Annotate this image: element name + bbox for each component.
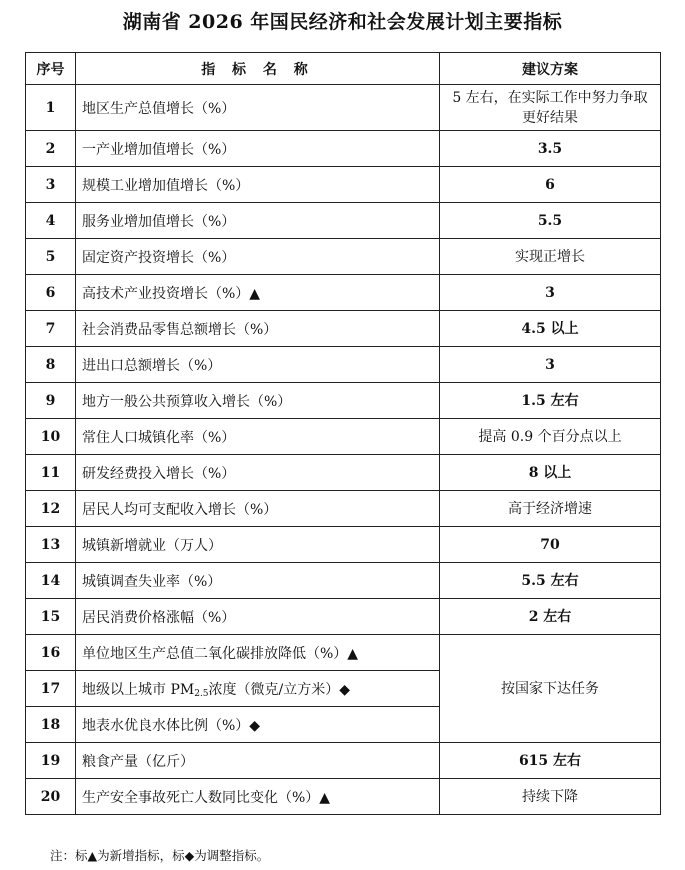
indicator-name: 地区生产总值增长（%） [76,85,440,131]
table-row [26,455,661,491]
target-value: 6 [440,167,661,203]
table-row [26,131,661,167]
indicator-name: 居民人均可支配收入增长（%） [76,491,440,527]
indicator-name: 一产业增加值增长（%） [76,131,440,167]
table-row [26,203,661,239]
target-value: 实现正增长 [440,239,661,275]
row-number: 3 [26,167,76,203]
header-target: 建议方案 [440,53,661,85]
target-value: 8 以上 [440,455,661,491]
target-value: 5 左右，在实际工作中努力争取更好结果 [440,85,661,131]
row-number: 6 [26,275,76,311]
table-header-row [26,53,661,85]
indicator-name: 生产安全事故死亡人数同比变化（%）▲ [76,779,440,815]
row-number: 11 [26,455,76,491]
target-value: 5.5 [440,203,661,239]
indicator-name: 居民消费价格涨幅（%） [76,599,440,635]
table-row [26,85,661,131]
indicator-name: 高技术产业投资增长（%）▲ [76,275,440,311]
row-number: 4 [26,203,76,239]
table-row [26,167,661,203]
target-value: 615 左右 [440,743,661,779]
indicator-name: 进出口总额增长（%） [76,347,440,383]
indicator-name: 研发经费投入增长（%） [76,455,440,491]
table-row [26,599,661,635]
indicator-name: 地方一般公共预算收入增长（%） [76,383,440,419]
row-number: 19 [26,743,76,779]
indicator-name: 常住人口城镇化率（%） [76,419,440,455]
page-title: 湖南省 2026 年国民经济和社会发展计划主要指标 [122,11,563,33]
indicator-name: 社会消费品零售总额增长（%） [76,311,440,347]
indicator-name: 地表水优良水体比例（%）◆ [76,707,440,743]
indicator-name: 服务业增加值增长（%） [76,203,440,239]
table-row [26,527,661,563]
row-number: 2 [26,131,76,167]
indicator-name: 城镇调查失业率（%） [76,563,440,599]
row-number: 7 [26,311,76,347]
row-number: 15 [26,599,76,635]
row-number: 10 [26,419,76,455]
target-value: 高于经济增速 [440,491,661,527]
row-number: 17 [26,671,76,707]
target-value: 按国家下达任务 [440,635,661,743]
header-name: 指 标 名 称 [76,53,440,85]
indicator-name-prefix: 地级以上城市 PM [82,681,195,698]
table-row [26,743,661,779]
indicator-name: 固定资产投资增长（%） [76,239,440,275]
row-number: 1 [26,85,76,131]
table-row [26,383,661,419]
target-value: 3 [440,275,661,311]
row-number: 9 [26,383,76,419]
table-row [26,347,661,383]
row-number: 14 [26,563,76,599]
row-number: 8 [26,347,76,383]
target-value: 3 [440,347,661,383]
row-number: 20 [26,779,76,815]
target-value: 3.5 [440,131,661,167]
indicator-name: 规模工业增加值增长（%） [76,167,440,203]
table-row [26,635,661,671]
table-row [26,311,661,347]
target-value: 1.5 左右 [440,383,661,419]
row-number: 13 [26,527,76,563]
table-row [26,275,661,311]
target-value: 5.5 左右 [440,563,661,599]
table-row [26,563,661,599]
table-row [26,239,661,275]
target-value: 提高 0.9 个百分点以上 [440,419,661,455]
row-number: 12 [26,491,76,527]
row-number: 18 [26,707,76,743]
table-row [26,779,661,815]
indicators-table [25,52,661,815]
indicator-name: 城镇新增就业（万人） [76,527,440,563]
indicator-name: 单位地区生产总值二氧化碳排放降低（%）▲ [76,635,440,671]
indicator-name: 粮食产量（亿斤） [76,743,440,779]
row-number: 16 [26,635,76,671]
target-value: 70 [440,527,661,563]
header-no: 序号 [26,53,76,85]
row-number: 5 [26,239,76,275]
indicator-name [76,671,440,707]
target-value: 4.5 以上 [440,311,661,347]
indicator-name-suffix: 浓度（微克/立方米）◆ [208,681,351,698]
footnote: 注：标▲为新增指标，标◆为调整指标。 [50,848,270,863]
table-row [26,419,661,455]
target-value: 2 左右 [440,599,661,635]
target-value: 持续下降 [440,779,661,815]
table-row [26,491,661,527]
pm-subscript: 2.5 [194,688,209,699]
